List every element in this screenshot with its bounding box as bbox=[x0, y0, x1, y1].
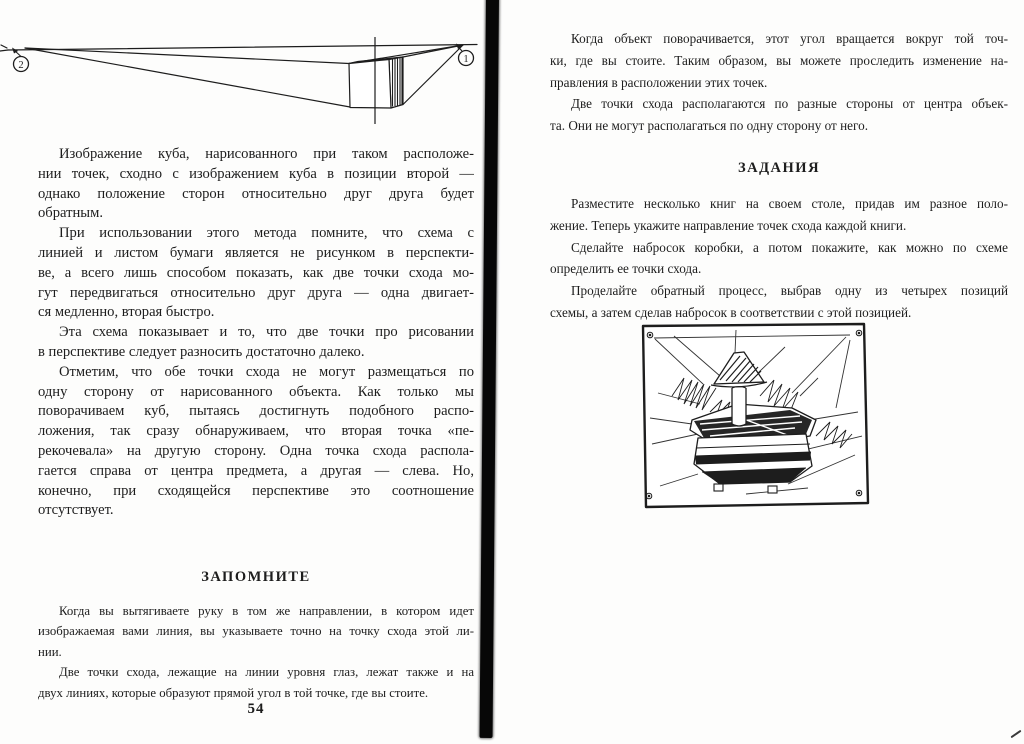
text-line: гается справа от центра предмета, а другая — слева. Но, bbox=[38, 462, 474, 479]
text-line: отсутствует. bbox=[38, 502, 114, 519]
text-line: Отметим, что обе точки схода не могут размещаться по bbox=[59, 363, 474, 380]
text-line: ся медленно, вторая быстро. bbox=[38, 304, 215, 321]
text-line: Сделайте набросок коробки, а потом покажите, как можно по схеме bbox=[571, 239, 1008, 255]
left-page-body-text bbox=[38, 145, 474, 521]
memo-text bbox=[38, 601, 474, 703]
text-line: ки, где вы стоите. Таким образом, вы можете проследить изменение на- bbox=[550, 52, 1008, 68]
vp-left-label: 2 bbox=[18, 60, 24, 71]
vanishing-points-diagram bbox=[0, 0, 486, 135]
page-number: 54 bbox=[247, 701, 265, 717]
paragraph bbox=[38, 145, 474, 224]
left-page bbox=[0, 0, 486, 744]
paragraph bbox=[550, 93, 1008, 137]
text-line: ве, а всего лишь способом показать, как две точки схода мо- bbox=[38, 264, 474, 281]
text-line: обратным. bbox=[38, 205, 103, 222]
text-line: та. Они не могут располагаться по одну сторону от него. bbox=[550, 118, 868, 134]
text-line: одну сторону от нарисованного объекта. Как только мы bbox=[38, 383, 474, 400]
text-line: жение. Теперь укажите направление точек схода каждой книги. bbox=[550, 217, 907, 233]
text-line: Когда объект поворачивается, этот угол вращается вокруг той точ- bbox=[571, 31, 1008, 46]
vp-right-marker bbox=[456, 44, 474, 66]
text-line: линией и листом бумаги является не рисунком в перспекти- bbox=[38, 244, 474, 261]
text-line: ложения, так сразу обнаруживаем, что вторая точка «пе- bbox=[38, 423, 474, 440]
paragraph bbox=[38, 323, 474, 363]
text-line: Когда вы вытягиваете руку в том же направлении, в котором идет bbox=[59, 604, 474, 618]
text-line: нии точек, сходно с изображением куба в позиции второй — bbox=[38, 165, 474, 182]
tasks-heading: ЗАДАНИЯ bbox=[737, 160, 821, 176]
paragraph bbox=[38, 601, 474, 662]
text-line: определить ее точки схода. bbox=[550, 261, 702, 277]
tasks-text bbox=[550, 193, 1008, 324]
text-line: нии. bbox=[38, 644, 62, 659]
right-page bbox=[505, 0, 1024, 744]
paragraph bbox=[550, 193, 1008, 237]
paragraph bbox=[38, 662, 474, 703]
text-line: однако положение сторон относительно друг друга будет bbox=[38, 185, 474, 202]
text-line: конечно, при сходящейся перспективе это соотношение bbox=[38, 482, 474, 499]
text-line: рекочевала» на другую сторону. Одна точка схода распола- bbox=[38, 442, 474, 459]
text-line: изображаемая вами линия, вы указываете точно на точку схода этой ли- bbox=[38, 624, 474, 639]
text-line: Две точки схода располагаются по разные стороны от центра объек- bbox=[571, 96, 1008, 112]
right-page-body-text bbox=[550, 28, 1008, 137]
vp-left-marker bbox=[12, 48, 29, 72]
text-line: в перспективе следует разносить достаточно далеко. bbox=[38, 343, 365, 360]
text-line: Проделайте обратный процесс, выбрав одну из четырех позиций bbox=[571, 283, 1008, 299]
text-line: гут передвигаться относительно друг друга — одна двигает- bbox=[38, 284, 474, 301]
text-line: Изображение куба, нарисованного при таком расположе- bbox=[59, 146, 474, 162]
text-line: поворачиваем куб, пытаясь достигнуть подобного распо- bbox=[38, 403, 474, 420]
lamp-table-sketch-illustration bbox=[640, 316, 875, 512]
vp-right-label: 1 bbox=[463, 54, 469, 65]
paragraph bbox=[550, 28, 1008, 93]
paragraph bbox=[38, 224, 474, 323]
text-line: Две точки схода, лежащие на линии уровня глаз, лежат также и на bbox=[59, 665, 474, 680]
text-line: двух линиях, которые образуют прямой угол в той точке, где вы стоите. bbox=[38, 685, 429, 700]
text-line: Разместите несколько книг на своем столе, придав им разное поло- bbox=[571, 196, 1008, 211]
text-line: При использовании этого метода помните, что схема с bbox=[59, 225, 474, 242]
text-line: правления в расположении этих точек. bbox=[550, 74, 768, 90]
memo-heading: ЗАПОМНИТЕ bbox=[201, 569, 311, 585]
paragraph bbox=[38, 363, 474, 521]
text-line: Эта схема показывает и то, что две точки про рисовании bbox=[59, 324, 474, 341]
paragraph bbox=[550, 237, 1008, 281]
text-line: схемы, а затем сделав набросок в соответствии с этой позицией. bbox=[550, 304, 912, 320]
diagram-lines bbox=[0, 45, 477, 108]
